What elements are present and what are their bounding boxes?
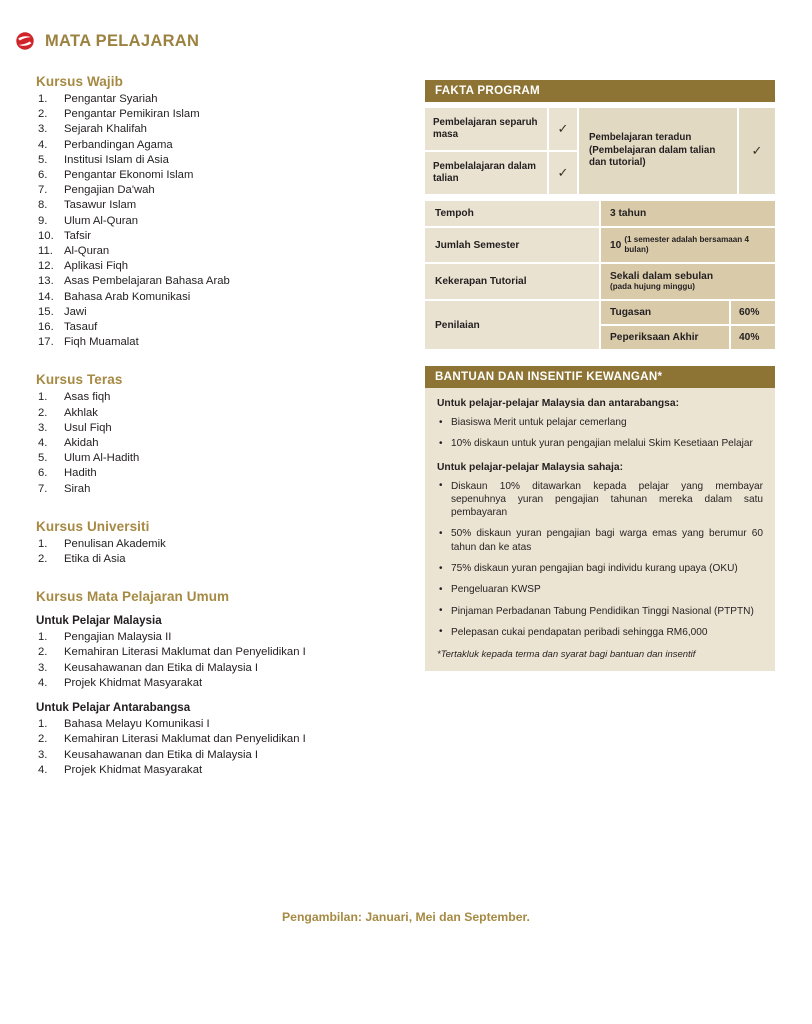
list-item: • 75% diskaun yuran pengajian bagi individu kurang upaya (OKU) [437,562,763,575]
list-item: Al-Quran [64,245,110,258]
list-item: Etika di Asia [64,553,126,566]
list-item: Pengajian Malaysia II [64,631,172,644]
list-item: Ulum Al-Quran [64,214,139,227]
list-item: Pengajian Da'wah [64,184,155,197]
fakta-program-panel [425,80,775,349]
bantuan-insentif-body [425,388,775,671]
section-heading: Kursus Teras [36,372,123,388]
penilaian-components [601,301,775,349]
list-item: Pengantar Syariah [64,93,158,105]
page-title: MATA PELAJARAN [45,31,200,50]
bantuan-group-heading-all: Untuk pelajar-pelajar Malaysia dan antarabangsa: [437,398,680,409]
list-item: Pengantar Ekonomi Islam [64,169,194,182]
umum-malaysia-list [36,630,406,691]
list-item: Kemahiran Literasi Maklumat dan Penyelidikan I [64,646,306,659]
list-item: Sirah [64,482,91,495]
bantuan-list-malaysia [437,480,763,640]
table-row [425,152,577,194]
penilaian-percent-tugasan: 60% [731,301,775,324]
list-item: Tasauf [64,321,98,334]
section-heading: Kursus Universiti [36,518,150,534]
list-item: Usul Fiqh [64,421,112,434]
list-item: • Pengeluaran KWSP [437,583,763,596]
list-item: Jawi [64,305,87,318]
value-text: Sekali dalam sebulan [610,271,714,282]
list-item: • 10% diskaun untuk yuran pengajian melalui Skim Kesetiaan Pelajar [437,437,763,450]
list-item: Keusahawanan dan Etika di Malaysia I [64,661,259,674]
section-kursus-umum [36,589,406,778]
mode-label-dalam-talian: Pembelalajaran dalam talian [425,152,547,194]
list-item: Bahasa Melayu Komunikasi I [64,718,210,731]
subheading-pelajar-antarabangsa: Untuk Pelajar Antarabangsa [36,701,191,715]
penilaian-name-peperiksaan-akhir: Peperiksaan Akhir [601,326,729,349]
bantuan-group-heading-malaysia: Untuk pelajar-pelajar Malaysia sahaja: [437,461,623,473]
fakta-detail-rows [425,201,775,349]
subheading-pelajar-malaysia: Untuk Pelajar Malaysia [36,614,162,628]
check-icon: ✓ [739,108,775,194]
check-icon: ✓ [549,152,577,194]
fakta-program-table [425,108,775,349]
list-item: • Biasiswa Merit untuk pelajar cemerlang [437,416,763,429]
bantuan-insentif-header: BANTUAN DAN INSENTIF KEWANGAN* [425,366,775,388]
list-item: • Diskaun 10% ditawarkan kepada pelajar yang membayar sepenuhnya yuran pengajian tahunan mereka dalam satu pembayaran [437,480,763,520]
study-mode-blended [579,108,775,194]
row-key-penilaian: Penilaian [425,301,599,349]
table-row [601,326,775,349]
swirl-logo-icon [14,30,36,52]
table-row [425,228,775,262]
penilaian-percent-peperiksaan-akhir: 40% [731,326,775,349]
table-row [425,108,577,150]
row-key-kekerapan-tutorial: Kekerapan Tutorial [425,264,599,299]
mode-label-teradun: Pembelajaran teradun (Pembelajaran dalam talian dan tutorial) [579,108,737,194]
umum-antarabangsa-list [36,717,406,778]
list-item: • 50% diskaun yuran pengajian bagi warga emas yang berumur 60 tahun dan ke atas [437,527,763,554]
section-kursus-wajib [36,74,406,350]
list-item: Ulum Al-Hadith [64,452,140,465]
value-note: (1 semester adalah bersamaan 4 bulan) [624,235,749,254]
bantuan-footnote: *Tertakluk kepada terma dan syarat bagi bantuan dan insentif [437,649,696,661]
list-item: • Pinjaman Perbadanan Tabung Pendidikan Tinggi Nasional (PTPTN) [437,605,763,618]
list-item: Penulisan Akademik [64,537,166,550]
kursus-universiti-list [36,537,406,567]
list-item: Aplikasi Fiqh [64,260,129,273]
table-row [425,264,775,299]
study-mode-block [425,108,775,194]
list-item: Akidah [64,437,99,450]
bantuan-insentif-panel [425,366,775,671]
row-value-jumlah-semester [601,228,775,262]
list-item: Pengantar Pemikiran Islam [64,108,200,121]
row-key-tempoh: Tempoh [425,201,599,226]
info-panels-column [425,80,775,671]
table-row [601,301,775,324]
list-item: Bahasa Arab Komunikasi [64,290,191,303]
mode-label-separuh-masa: Pembelajaran separuh masa [425,108,547,150]
penilaian-name-tugasan: Tugasan [601,301,729,324]
bantuan-list-all [437,416,763,451]
value-text: 3 tahun [610,208,647,219]
fakta-program-header: FAKTA PROGRAM [425,80,775,102]
list-item: Projek Khidmat Masyarakat [64,763,203,776]
kursus-teras-list [36,390,406,496]
list-item: Perbandingan Agama [64,138,173,151]
list-item: Sejarah Khalifah [64,123,147,136]
value-note: (pada hujung minggu) [610,282,695,291]
course-list-column [36,74,406,778]
row-key-jumlah-semester: Jumlah Semester [425,228,599,262]
section-kursus-teras [36,372,406,496]
row-value-kekerapan-tutorial [601,264,775,299]
section-heading: Kursus Mata Pelajaran Umum [36,589,230,605]
list-item: Keusahawanan dan Etika di Malaysia I [64,748,259,761]
kursus-wajib-list [36,92,406,350]
intake-footer: Pengambilan: Januari, Mei dan September. [282,910,530,924]
list-item: Kemahiran Literasi Maklumat dan Penyelidikan I [64,733,306,746]
list-item: Akhlak [64,406,98,419]
row-value-tempoh [601,201,775,226]
list-item: Asas fiqh [64,391,111,404]
list-item: Projek Khidmat Masyarakat [64,676,203,689]
list-item: Asas Pembelajaran Bahasa Arab [64,275,230,288]
table-row [425,201,775,226]
section-kursus-universiti [36,519,406,567]
table-row [425,301,775,349]
list-item: • Pelepasan cukai pendapatan peribadi sehingga RM6,000 [437,626,763,639]
study-mode-options [425,108,577,194]
list-item: Hadith [64,467,97,480]
list-item: Tafsir [64,229,91,242]
check-icon: ✓ [549,108,577,150]
list-item: Fiqh Muamalat [64,336,139,349]
section-heading: Kursus Wajib [36,74,123,89]
value-text: 10 [610,239,622,251]
page-header [14,30,199,52]
list-item: Institusi Islam di Asia [64,153,169,166]
list-item: Tasawur Islam [64,199,137,212]
